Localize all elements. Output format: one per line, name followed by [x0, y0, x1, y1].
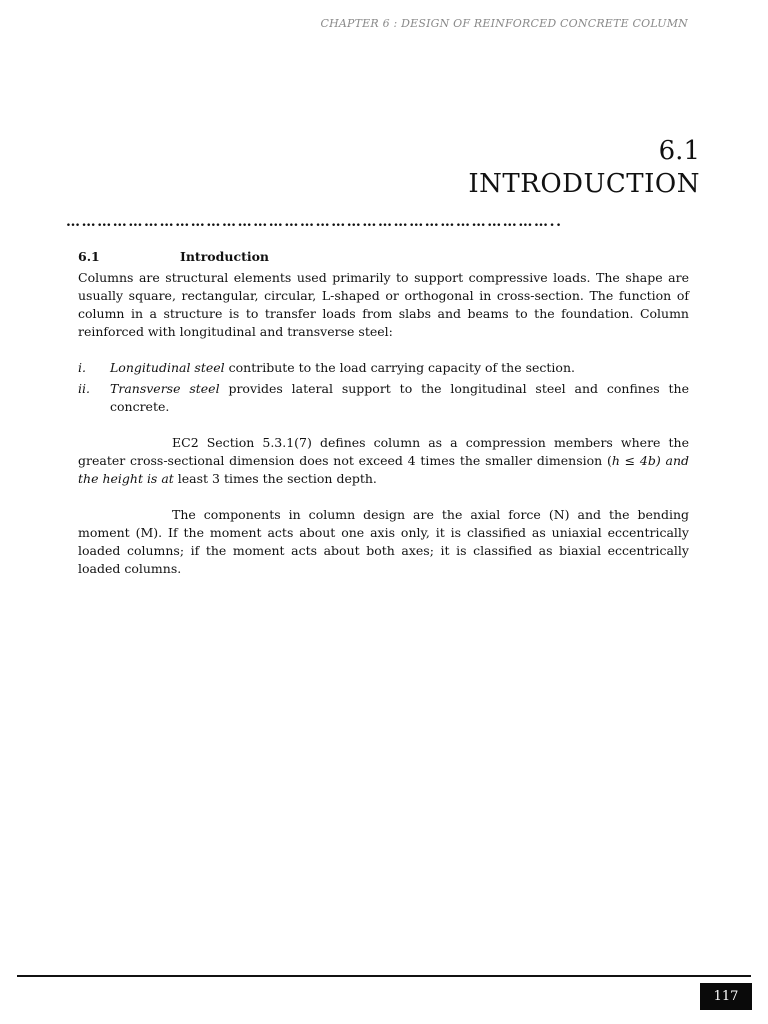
ec2-tail: least 3 times the section depth.: [173, 471, 377, 486]
ec2-lead: EC2 Section 5.3.1(7) defines column as a compression members where the greater cross-sectional dimension does not exceed 4 times the smaller dimension (: [78, 435, 689, 468]
section-heading: [78, 248, 689, 266]
list-item: [78, 380, 689, 416]
components-paragraph: The components in column design are the axial force (N) and the bending moment (M). If the moment acts about one axis only, it is classified as uniaxial eccentrically loaded columns; if the moment acts about both axes; it is classified as biaxial eccentrically loaded columns.: [78, 507, 689, 576]
list-description: provides lateral support to the longitudinal steel and confines the concrete.: [110, 381, 689, 414]
list-item-text: [110, 380, 689, 416]
ec2-italic: h ≤ 4b) and the height is at: [78, 453, 690, 486]
list-item-text: [110, 359, 689, 377]
list-term: Longitudinal steel: [110, 360, 225, 375]
list-description: contribute to the load carrying capacity of the section.: [224, 360, 575, 375]
list-item: [78, 359, 689, 377]
steel-list: [78, 359, 689, 416]
ec2-paragraph: [78, 434, 689, 488]
list-term: Transverse steel: [110, 381, 220, 396]
page-content: [78, 248, 689, 578]
footer-rule: [17, 975, 751, 977]
list-marker: ii.: [78, 381, 90, 396]
list-marker: i.: [78, 360, 86, 375]
section-number: 6.1: [78, 249, 100, 264]
intro-paragraph: Columns are structural elements used primarily to support compressive loads. The shape are usually square, rectangular, circular, L-shaped or orthogonal in cross-section. The function of column in a structure is to transfer loads from slabs and beams to the foundation. Column reinforced with longitudinal and transverse steel:: [78, 270, 689, 339]
section-title: Introduction: [180, 249, 270, 264]
page-number: 117: [700, 983, 752, 1010]
dotted-separator: …………………………………………………………………………………..: [66, 214, 563, 230]
chapter-title: INTRODUCTION: [468, 169, 700, 199]
chapter-number: 6.1: [658, 136, 700, 166]
running-header: CHAPTER 6 : DESIGN OF REINFORCED CONCRETE COLUMN: [320, 17, 688, 30]
